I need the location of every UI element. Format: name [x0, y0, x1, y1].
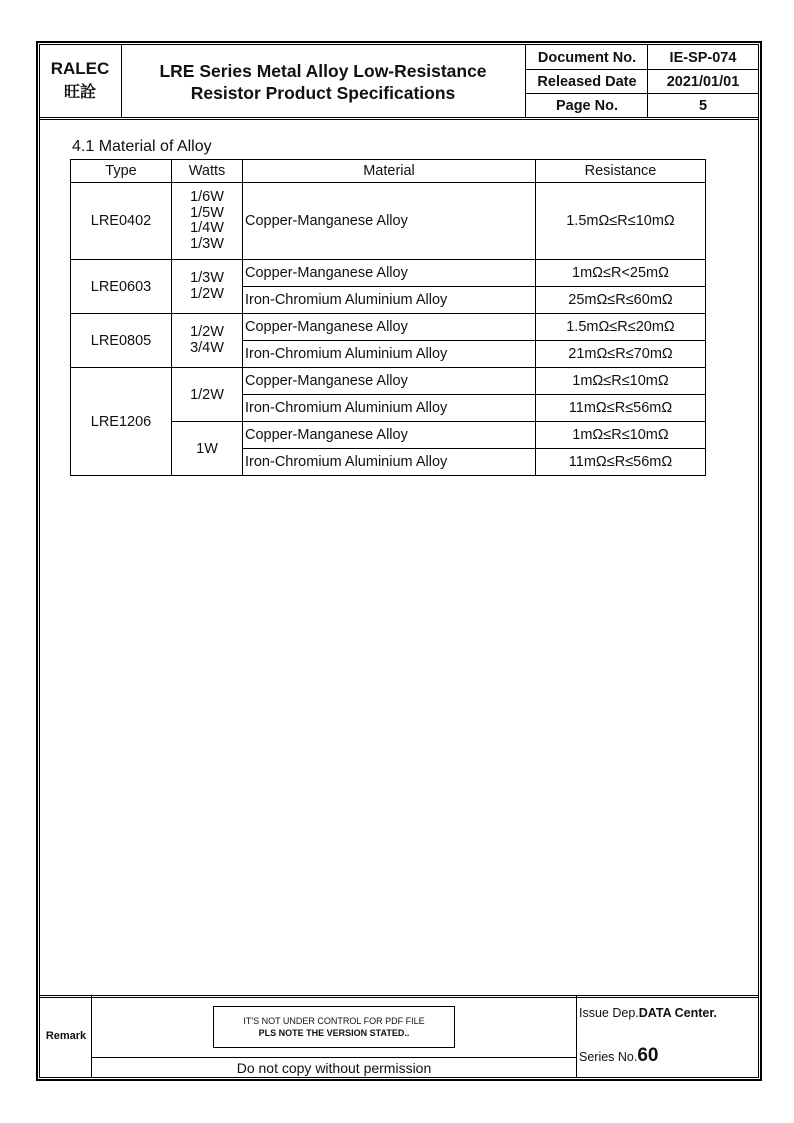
material-cell: Copper-Manganese Alloy	[243, 314, 536, 341]
column-header-material: Material	[243, 160, 536, 183]
header-bottom-line	[39, 119, 759, 120]
control-notice-line1: IT'S NOT UNDER CONTROL FOR PDF FILE	[243, 1016, 425, 1026]
series-label: Series No.	[579, 1050, 638, 1064]
watts-value: 3/4W	[190, 339, 224, 356]
material-cell: Iron-Chromium Aluminium Alloy	[243, 449, 536, 476]
released-date-label: Released Date	[537, 74, 637, 90]
column-header-type: Type	[71, 160, 172, 183]
footer-top-line	[39, 995, 759, 996]
type-cell: LRE0402	[71, 183, 172, 260]
watts-value: 1/6W	[190, 189, 224, 205]
resistance-cell: 1.5mΩ≤R≤10mΩ	[536, 183, 706, 260]
meta-row-divider	[525, 93, 759, 94]
watts-cell	[172, 183, 243, 260]
page-no-value: 5	[698, 98, 708, 114]
material-cell: Copper-Manganese Alloy	[243, 183, 536, 260]
company-name: RALEC	[50, 59, 110, 78]
watts-value: 1/2W	[190, 324, 224, 340]
table-row	[71, 368, 706, 395]
watts-cell	[172, 314, 243, 368]
watts-value: 1/4W	[190, 220, 224, 236]
material-cell: Copper-Manganese Alloy	[243, 422, 536, 449]
table-header-row	[71, 160, 706, 183]
resistance-cell: 1mΩ≤R≤10mΩ	[536, 368, 706, 395]
material-cell: Copper-Manganese Alloy	[243, 368, 536, 395]
resistance-cell: 1mΩ≤R≤10mΩ	[536, 422, 706, 449]
resistance-cell: 25mΩ≤R≤60mΩ	[536, 287, 706, 314]
resistance-cell: 11mΩ≤R≤56mΩ	[536, 395, 706, 422]
watts-value: 1/3W	[190, 235, 224, 252]
control-notice-line2: PLS NOTE THE VERSION STATED..	[258, 1028, 410, 1038]
section-title: 4.1 Material of Alloy	[72, 138, 212, 155]
series-number	[579, 1045, 659, 1068]
copy-notice: Do not copy without permission	[236, 1060, 432, 1076]
watts-value: 1/3W	[190, 270, 224, 286]
resistance-cell: 11mΩ≤R≤56mΩ	[536, 449, 706, 476]
material-cell: Iron-Chromium Aluminium Alloy	[243, 341, 536, 368]
resistance-cell: 21mΩ≤R≤70mΩ	[536, 341, 706, 368]
watts-value: 1/5W	[190, 204, 224, 221]
type-cell: LRE1206	[71, 368, 172, 476]
header-divider-title	[525, 44, 526, 118]
watts-value: 1/2W	[190, 285, 224, 302]
meta-row-divider	[525, 69, 759, 70]
watts-cell: 1W	[172, 422, 243, 476]
column-header-resistance: Resistance	[536, 160, 706, 183]
footer-divider-issue	[576, 996, 577, 1078]
resistance-cell: 1mΩ≤R<25mΩ	[536, 260, 706, 287]
company-name-chinese: 旺詮	[63, 82, 96, 101]
document-title-line1: LRE Series Metal Alloy Low-Resistance	[159, 61, 487, 81]
material-cell: Iron-Chromium Aluminium Alloy	[243, 287, 536, 314]
type-cell: LRE0603	[71, 260, 172, 314]
watts-cell: 1/2W	[172, 368, 243, 422]
control-notice-box	[213, 1006, 455, 1048]
issue-label: Issue Dep.	[579, 1006, 639, 1020]
document-no-value: IE-SP-074	[669, 50, 737, 66]
remark-label: Remark	[45, 1030, 87, 1042]
resistance-cell: 1.5mΩ≤R≤20mΩ	[536, 314, 706, 341]
page-no-label: Page No.	[555, 98, 619, 114]
table-row	[71, 183, 706, 260]
material-cell: Copper-Manganese Alloy	[243, 260, 536, 287]
issue-value: DATA Center.	[638, 1006, 718, 1020]
series-value: 60	[637, 1045, 659, 1066]
column-header-watts: Watts	[172, 160, 243, 183]
document-title-line2: Resistor Product Specifications	[190, 83, 456, 103]
released-date-value: 2021/01/01	[666, 74, 740, 90]
issue-department	[579, 1005, 717, 1021]
material-cell: Iron-Chromium Aluminium Alloy	[243, 395, 536, 422]
header-bottom-line	[39, 117, 759, 118]
watts-cell	[172, 260, 243, 314]
type-cell: LRE0805	[71, 314, 172, 368]
table-row	[71, 314, 706, 341]
document-title	[122, 60, 524, 104]
table-row	[71, 260, 706, 287]
material-table	[70, 159, 706, 476]
footer-copy-divider	[91, 1057, 576, 1058]
document-no-label: Document No.	[537, 50, 637, 66]
footer-top-line	[39, 997, 759, 998]
